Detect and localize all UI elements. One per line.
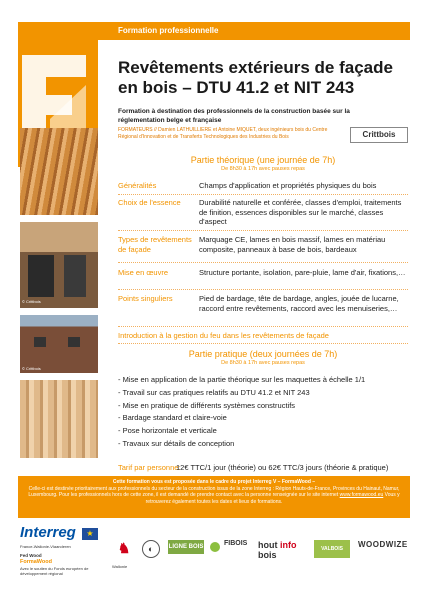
row-divider	[118, 289, 408, 290]
woodwize-logo: WOODWIZE	[358, 540, 408, 549]
page-title	[118, 58, 408, 98]
footer-line-2: Celle-ci est destinée prioritairement aux professionnels du secteur de la construction issus de la zone Interreg : Région Hauts-de-France, Provinces du Hainaut, Namur, Luxembourg. Pour les professionnels hors de cette zone, il est demandé de prendre contact avec la personne renseignée sur le site internet	[28, 485, 400, 498]
theory-row-label: Généralités	[118, 181, 157, 190]
intro-text: Formation à destination des professionnels de la construction basée sur la réglementation belge et française	[118, 108, 350, 124]
feder-support-text: Avec le soutien du Fonds européen de développement régional	[20, 566, 89, 576]
title-line-1: Revêtements extérieurs de façade	[118, 58, 393, 77]
theory-row-label: Mise en œuvre	[118, 268, 169, 277]
footer-line-3: Vous y retrouverez également toutes les dates et lieux de formations.	[145, 492, 400, 505]
interreg-logo: Interreg	[20, 524, 76, 541]
theory-row-label: Points singuliers	[118, 294, 173, 303]
website-link[interactable]: www.formawood.eu	[339, 492, 384, 498]
fibois-logo: FIBOIS	[224, 540, 248, 547]
row-divider	[118, 194, 408, 195]
theory-row-label: Types de revêtements de façade	[118, 235, 192, 254]
theory-row-label: Choix de l'essence	[118, 198, 181, 207]
trainers-text: FORMATEURS // Damien LATHUILLIERE et Antoine MIQUET, deux ingénieurs bois du Centre Régional d'Innovation et de Transferts Technologiques des Industries du Bois	[118, 127, 328, 140]
facade-photo-1	[20, 128, 98, 215]
theory-row-value: Marquage CE, lames en bois massif, lames en matériau composite, panneaux à base de bois, bardeaux	[199, 235, 386, 254]
row-divider	[118, 326, 408, 327]
window-shape	[64, 255, 86, 297]
facade-photo-2	[20, 222, 98, 308]
theory-heading: Partie théorique (une journée de 7h)	[190, 155, 336, 165]
crittbois-logo: Crittbois	[350, 127, 408, 143]
list-item: - Mise en pratique de différents systèmes constructifs	[118, 400, 296, 410]
eu-flag-icon: ★	[82, 528, 98, 540]
brand-vertical-name: FormaWood	[6, 34, 13, 80]
list-item: - Travail sur cas pratiques relatifs au DTU 41.2 et NIT 243	[118, 387, 310, 397]
hib-hout: hout	[258, 540, 278, 550]
fedwood-label: Fed Wood	[20, 553, 42, 558]
list-item: - Pose horizontale et verticale	[118, 426, 217, 436]
photo-credit: © Crittbois	[22, 366, 41, 371]
practice-hours: De 8h30 à 17h avec pauses repas	[221, 360, 305, 366]
list-item: - Bardage standard et claire-voie	[118, 413, 227, 423]
houtinfobois-logo	[258, 540, 310, 562]
theory-row-value: Pied de bardage, tête de bardage, angles, jouée de lucarne, raccord entre revêtements, raccord avec les menuiseries,…	[199, 294, 399, 313]
partner-logos	[18, 520, 410, 582]
fibois-dot-icon	[210, 542, 220, 552]
footer-text	[24, 479, 404, 505]
price-label: Tarif par personne:	[118, 463, 181, 472]
fwb-logo-icon: ◐	[142, 540, 160, 558]
photo-credit: © Crittbois	[22, 299, 41, 304]
practice-heading: Partie pratique (deux journées de 7h)	[188, 349, 338, 359]
title-line-2: en bois – DTU 41.2 et NIT 243	[118, 78, 355, 97]
facade-photo-3	[20, 315, 98, 373]
theory-hours: De 8h30 à 17h avec pauses repas	[221, 166, 305, 172]
fire-intro: Introduction à la gestion du feu dans les revêtements de façade	[118, 331, 329, 340]
wallonie-logo-icon: ♞	[117, 540, 131, 556]
theory-row-value: Champs d'application et propriétés physiques du bois	[199, 181, 377, 190]
formawood-label: FormaWood	[20, 559, 52, 565]
lignebois-logo: LIGNE BOIS	[168, 540, 204, 554]
footer-body	[24, 486, 404, 506]
list-item: - Mise en application de la partie théorique sur les maquettes à échelle 1/1	[118, 375, 366, 384]
wallonie-label: Wallonie	[112, 564, 128, 569]
row-divider	[118, 343, 408, 344]
hib-bois: bois	[258, 550, 277, 560]
footer-line-1: Cette formation vous est proposée dans le cadre du projet Interreg V – FormaWood –	[112, 479, 316, 485]
window-shape	[68, 337, 80, 347]
theory-row-value: Structure portante, isolation, pare-pluie, lame d'air, fixations,…	[199, 268, 406, 277]
hib-info: info	[280, 540, 297, 550]
row-divider	[118, 262, 408, 263]
window-shape	[34, 337, 46, 347]
valbois-logo: VALBOIS	[314, 540, 350, 558]
theory-row-value: Durabilité naturelle et conférée, classes d'emploi, traitements de finition, essences disponibles sur le marché, classes d'aspect	[199, 198, 402, 226]
price-value: 12€ TTC/1 jour (théorie) ou 62€ TTC/3 jours (théorie & pratique)	[176, 463, 389, 472]
list-item: - Travaux sur détails de conception	[118, 438, 235, 448]
header-label: Formation professionnelle	[118, 26, 219, 35]
row-divider	[118, 230, 408, 231]
practice-list	[118, 375, 408, 452]
facade-photo-4	[20, 380, 98, 458]
window-shape	[28, 255, 54, 297]
interreg-subtitle: France-Wallonie-Vlaanderen	[20, 544, 71, 549]
